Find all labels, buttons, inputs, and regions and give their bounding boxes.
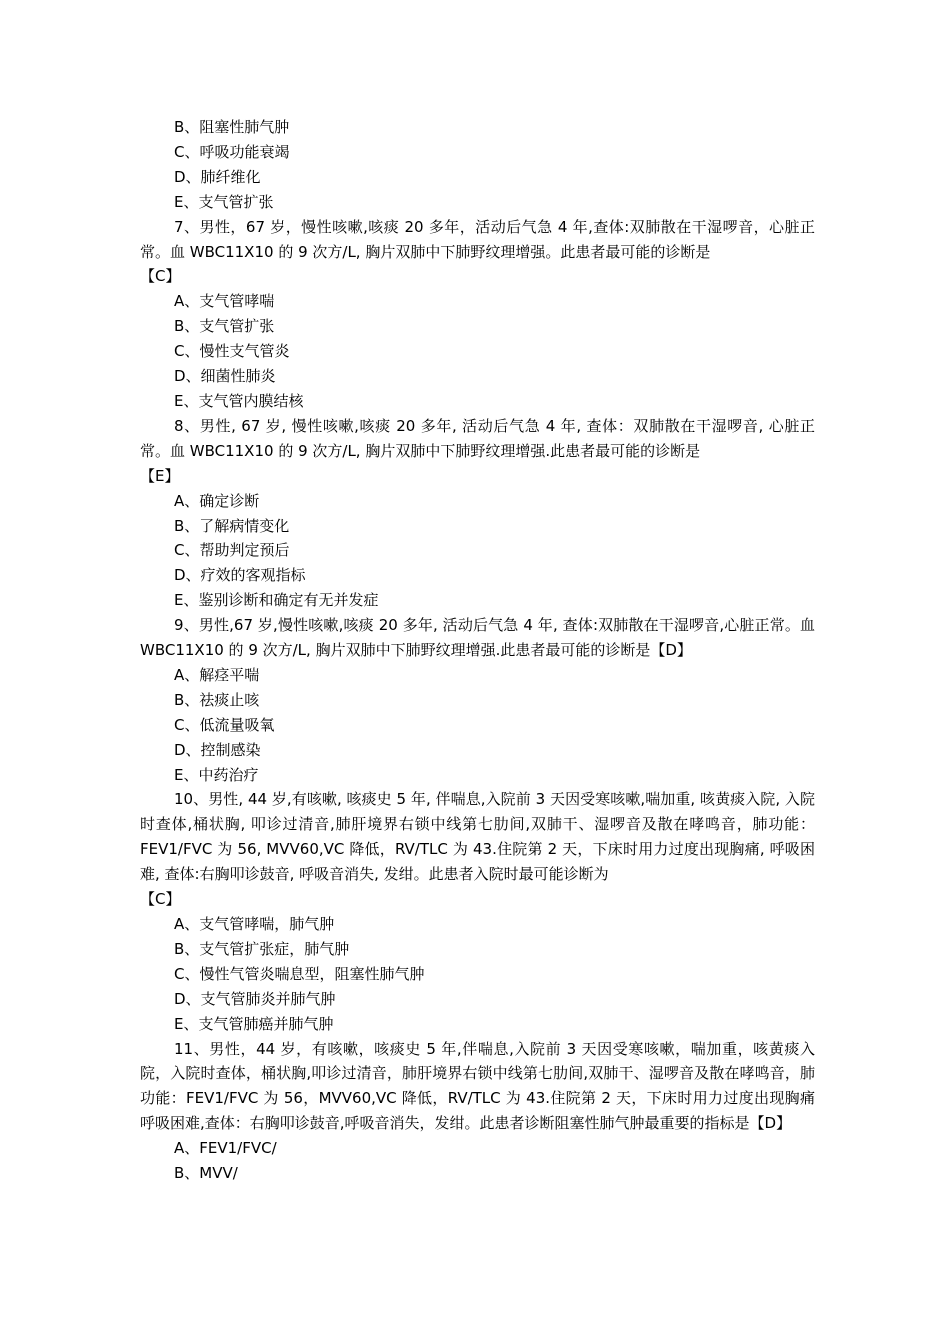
option-e: E、鉴别诊断和确定有无并发症 [174,591,379,610]
option-b: B、支气管扩张 [174,317,275,336]
option-a: A、支气管哮喘 [174,292,275,311]
option-e: E、支气管内膜结核 [174,391,304,410]
option-e: E、中药治疗 [174,765,259,784]
option-c: C、低流量吸氧 [174,715,275,734]
question-8: 8、男性, 67 岁, 慢性咳嗽,咳痰 20 多年, 活动后气急 4 年, 查体：双肺散在干湿啰音, 心脏正常。血 WBC11X10 的 9 次方/L, 胸片双肺中下肺野纹理增强.此患者最可能的诊断是 [140,416,815,460]
answer-10: 【C】 [140,890,181,909]
question-7: 7、男性，67 岁，慢性咳嗽,咳痰 20 多年，活动后气急 4 年,查体:双肺散在干湿啰音，心脏正常。血 WBC11X10 的 9 次方/L, 胸片双肺中下肺野纹理增强。此患者最可能的诊断是 [140,217,815,261]
option-a: A、解痉平喘 [174,665,260,684]
option-e: E、支气管扩张 [174,192,274,211]
question-10: 10、男性, 44 岁,有咳嗽, 咳痰史 5 年, 伴喘息,入院前 3 天因受寒咳嗽,喘加重, 咳黄痰入院, 入院时查体,桶状胸, 叩诊过清音,肺肝境界右锁中线第七肋间,双肺干、湿啰音及散在哮鸣音，肺功能：FEV1/FVC 为 56, MVV60,VC 降低，RV/TLC 为 43.住院第 2 天，下床时用力过度出现胸痛, 呼吸困难, 查体:右胸叩诊鼓音, 呼吸音消失, 发绀。此患者入院时最可能诊断为 [140,790,815,884]
answer-8: 【E】 [140,466,180,485]
option-a: A、FEV1/FVC/ [174,1139,277,1158]
document-body [140,115,815,1186]
option-d: D、控制感染 [174,740,261,759]
option-a: A、确定诊断 [174,491,260,510]
option-a: A、支气管哮喘，肺气肿 [174,915,335,933]
option-c: C、帮助判定预后 [174,541,290,560]
option-c: C、呼吸功能衰竭 [174,142,290,161]
option-c: C、慢性气管炎喘息型，阻塞性肺气肿 [174,964,425,983]
option-d: D、肺纤维化 [174,167,261,186]
answer-7: 【C】 [140,267,181,286]
option-d: D、支气管肺炎并肺气肿 [174,989,336,1008]
option-e: E、支气管肺癌并肺气肿 [174,1014,334,1033]
option-b: B、祛痰止咳 [174,690,260,709]
option-b: B、MVV/ [174,1164,238,1183]
option-d: D、细菌性肺炎 [174,367,276,386]
option-c: C、慢性支气管炎 [174,342,290,361]
option-b: B、阻塞性肺气肿 [174,118,290,136]
option-b: B、支气管扩张症，肺气肿 [174,939,350,958]
question-11: 11、男性，44 岁，有咳嗽，咳痰史 5 年,伴喘息,入院前 3 天因受寒咳嗽，喘加重，咳黄痰入院，入院时查体，桶状胸,叩诊过清音，肺肝境界右锁中线第七肋间,双肺干、湿啰音及散在哮鸣音，肺功能：FEV1/FVC 为 56，MVV60,VC 降低，RV/TLC 为 43.住院第 2 天，下床时用力过度出现胸痛呼吸困难,查体：右胸叩诊鼓音,呼吸音消失，发绀。此患者诊断阻塞性肺气肿最重要的指标是【D】 [140,1039,815,1133]
option-b: B、了解病情变化 [174,516,290,535]
option-d: D、疗效的客观指标 [174,566,306,585]
question-9: 9、男性,67 岁,慢性咳嗽,咳痰 20 多年, 活动后气急 4 年, 查体:双肺散在干湿啰音,心脏正常。血 WBC11X10 的 9 次方/L, 胸片双肺中下肺野纹理增强.此患者最可能的诊断是【D】 [140,616,815,660]
